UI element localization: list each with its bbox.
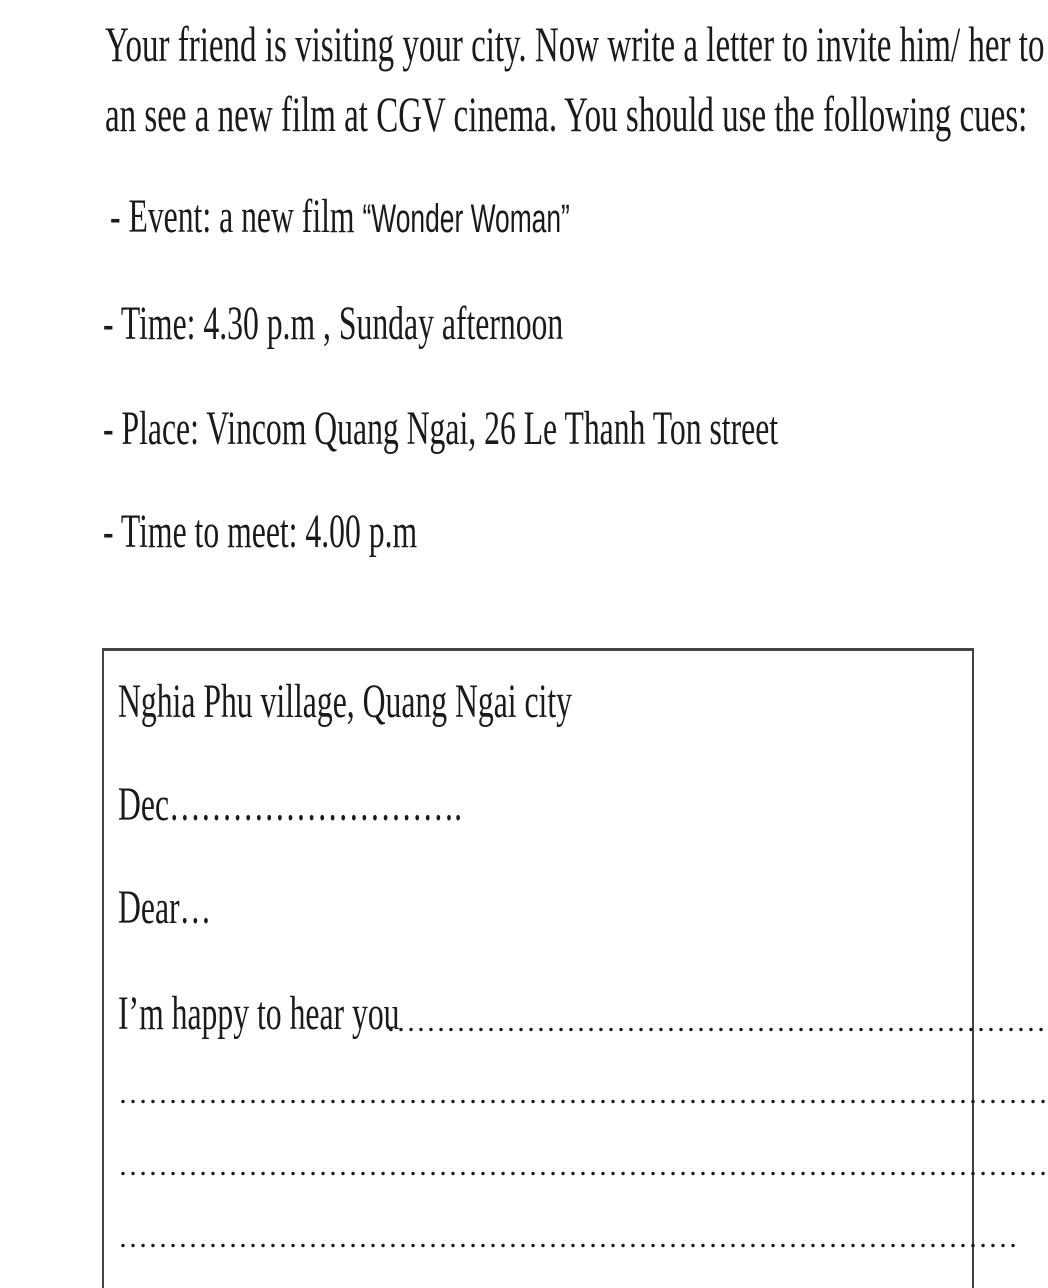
cue-time: - Time: 4.30 p.m , Sunday afternoon <box>103 297 564 350</box>
prompt-line-2: an see a new film at CGV cinema. You should use the following cues: <box>105 86 1028 142</box>
letter-template-box <box>102 648 1048 1288</box>
letter-blank-line-1[interactable]: ………………………………………………………………………………… <box>118 1077 1048 1110</box>
prompt-line-1: Your friend is visiting your city. Now write a letter to invite him/ her to <box>105 16 1045 72</box>
cue-event <box>110 188 570 248</box>
cue-place: - Place: Vincom Quang Ngai, 26 Le Thanh Ton street <box>103 402 779 455</box>
cue-time-to-meet: - Time to meet: 4.00 p.m <box>103 505 418 558</box>
cue-event-label: - Event: a new film <box>110 190 363 243</box>
letter-opening-blank[interactable]: ………………………………………………………… <box>386 1005 1046 1038</box>
letter-greeting: Dear… <box>118 881 212 934</box>
letter-date: Dec………………………. <box>118 778 463 831</box>
letter-blank-line-2[interactable]: ………………………………………………………………………………… <box>118 1149 1048 1182</box>
letter-opening: I’m happy to hear you <box>118 987 400 1040</box>
letter-blank-line-3[interactable]: ……………………………………………………………………………… <box>118 1221 1018 1254</box>
cue-event-title: “Wonder Woman” <box>362 197 570 241</box>
letter-address: Nghia Phu village, Quang Ngai city <box>118 675 572 728</box>
